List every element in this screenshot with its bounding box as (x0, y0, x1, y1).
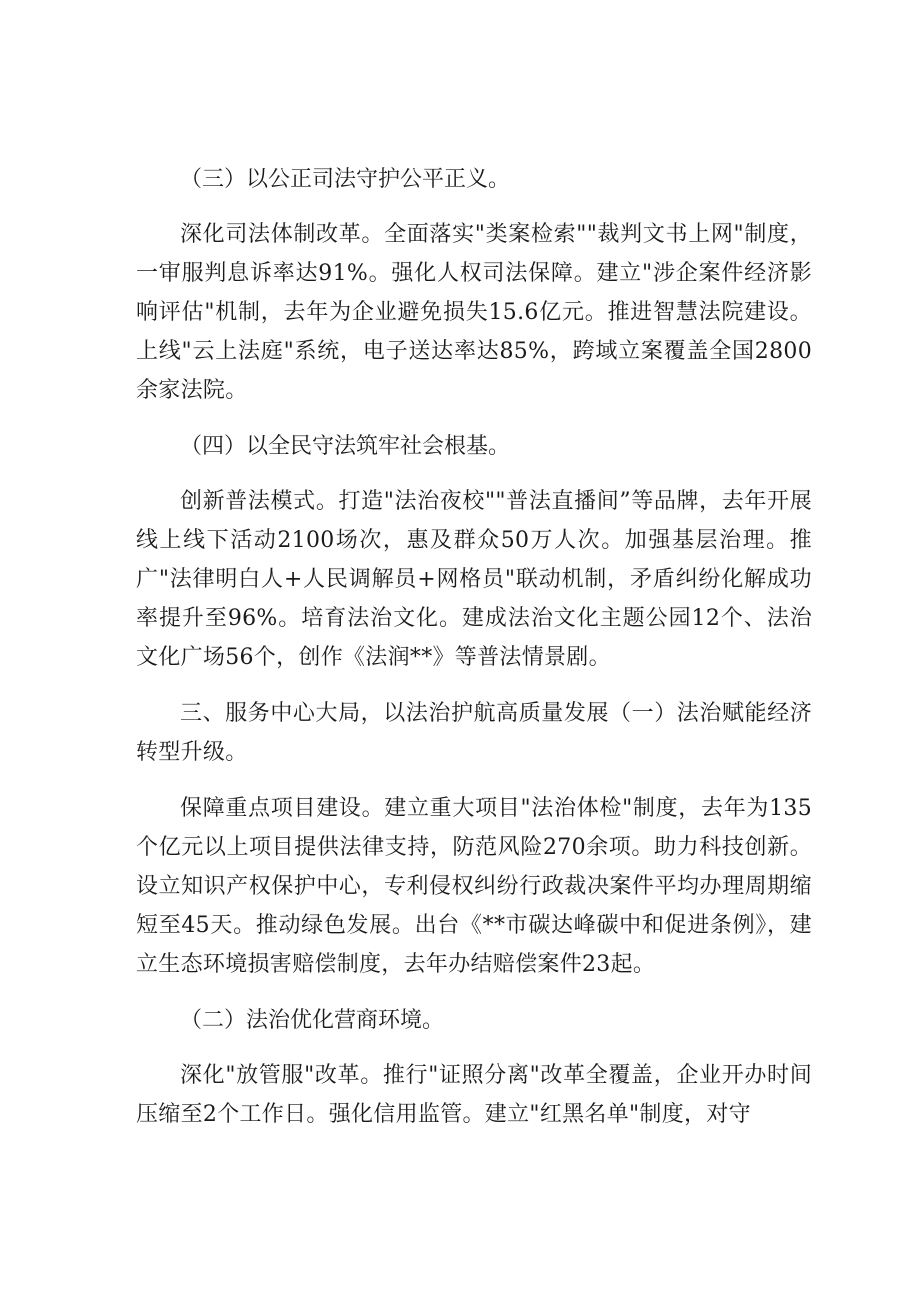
section-heading-four: （四）以全民守法筑牢社会根基。 (180, 434, 511, 459)
document-body (136, 160, 812, 1134)
paragraph-chapter-three-title: 三、服务中心大局，以法治护航高质量发展（一）法治赋能经济转型升级。 (136, 701, 812, 765)
paragraph-law-education: 创新普法模式。打造"法治夜校""普法直播间”等品牌，去年开展线上线下活动2100场次，惠及群众50万人次。加强基层治理。推广"法律明白人+人民调解员+网格员"联动机制，矛盾纠纷化解成功率提升至96%。培育法治文化。建成法治文化主题公园12个、法治文化广场56个，创作《法润**》等普法情景剧。 (136, 489, 812, 670)
paragraph-judicial-reform: 深化司法体制改革。全面落实"类案检索""裁判文书上网"制度，一审服判息诉率达91%。强化人权司法保障。建立"涉企案件经济影响评估"机制，去年为企业避免损失15.6亿元。推进智慧法院建设。上线"云上法庭"系统，电子送达率达85%，跨域立案覆盖全国2800余家法院。 (136, 222, 812, 403)
section-heading-three: （三）以公正司法守护公平正义。 (180, 167, 511, 192)
section-heading-business-environment: （二）法治优化营商环境。 (180, 1008, 445, 1033)
paragraph-administrative-reform: 深化"放管服"改革。推行"证照分离"改革全覆盖，企业开办时间压缩至2个工作日。强化信用监管。建立"红黑名单"制度，对守 (136, 1063, 812, 1127)
paragraph-key-projects: 保障重点项目建设。建立重大项目"法治体检"制度，去年为135个亿元以上项目提供法律支持，防范风险270余项。助力科技创新。设立知识产权保护中心，专利侵权纠纷行政裁决案件平均办理周期缩短至45天。推动绿色发展。出台《**市碳达峰碳中和促进条例》，建立生态环境损害赔偿制度，去年办结赔偿案件23起。 (136, 796, 812, 977)
